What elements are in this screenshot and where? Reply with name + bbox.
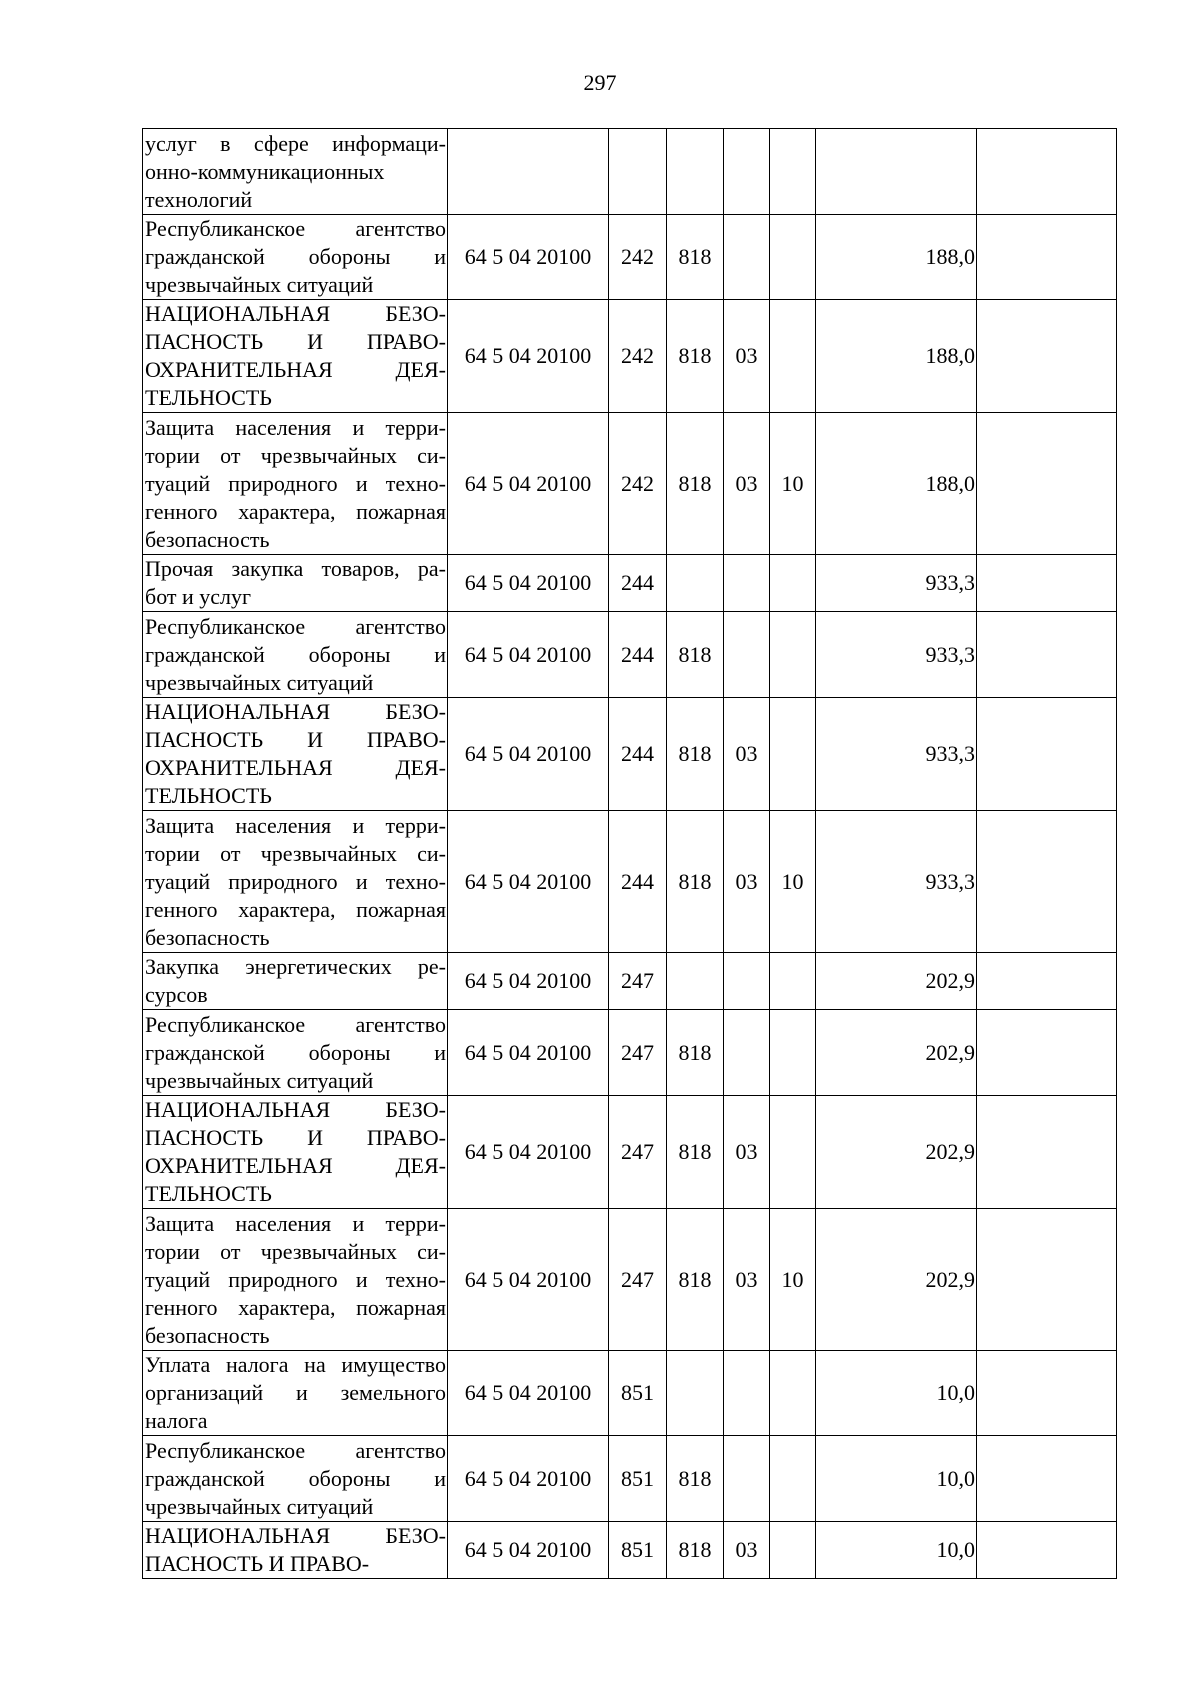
- name-line: организаций и земельного: [145, 1380, 446, 1405]
- cell-section: [724, 215, 770, 300]
- cell-amount: 933,3: [816, 698, 977, 811]
- cell-amount: 933,3: [816, 555, 977, 612]
- name-line: безопасность: [145, 1322, 270, 1348]
- name-line: чрезвычайных ситуаций: [145, 272, 374, 297]
- cell-amount: 188,0: [816, 300, 977, 413]
- cell-subsection: [770, 300, 816, 413]
- cell-amount: 10,0: [816, 1436, 977, 1522]
- cell-target-code: 64 5 04 20100: [448, 1209, 609, 1351]
- cell-target-code: 64 5 04 20100: [448, 1010, 609, 1096]
- cell-blank: [977, 612, 1117, 698]
- cell-administrator: 818: [667, 1010, 724, 1096]
- cell-section: 03: [724, 300, 770, 413]
- name-line: Уплата налога на имущество: [145, 1352, 446, 1377]
- cell-subsection: [770, 1522, 816, 1579]
- name-line: безопасность: [145, 526, 270, 552]
- cell-name: [143, 612, 448, 698]
- cell-name: [143, 215, 448, 300]
- cell-blank: [977, 129, 1117, 215]
- cell-target-code: 64 5 04 20100: [448, 811, 609, 953]
- cell-name: [143, 698, 448, 811]
- cell-amount: 202,9: [816, 1010, 977, 1096]
- cell-expense-type: 851: [609, 1351, 667, 1436]
- cell-administrator: 818: [667, 612, 724, 698]
- name-line: бот и услуг: [145, 584, 252, 609]
- name-line: гражданской обороны и: [145, 641, 446, 667]
- table-row: [143, 698, 1117, 811]
- cell-target-code: 64 5 04 20100: [448, 1436, 609, 1522]
- cell-amount: 202,9: [816, 1209, 977, 1351]
- cell-blank: [977, 1096, 1117, 1209]
- cell-administrator: 818: [667, 1096, 724, 1209]
- cell-name: [143, 1010, 448, 1096]
- cell-section: [724, 612, 770, 698]
- cell-subsection: [770, 953, 816, 1010]
- name-line: чрезвычайных ситуаций: [145, 669, 374, 695]
- cell-blank: [977, 1010, 1117, 1096]
- cell-expense-type: [609, 129, 667, 215]
- cell-name: [143, 129, 448, 215]
- cell-name: [143, 1436, 448, 1522]
- cell-amount: 933,3: [816, 811, 977, 953]
- name-line: Защита населения и терри-: [145, 414, 446, 440]
- cell-administrator: 818: [667, 698, 724, 811]
- cell-name: [143, 413, 448, 555]
- name-line: технологий: [145, 186, 253, 212]
- name-line: ОХРАНИТЕЛЬНАЯ ДЕЯ-: [145, 1153, 446, 1178]
- cell-blank: [977, 698, 1117, 811]
- cell-expense-type: 242: [609, 300, 667, 413]
- cell-name: [143, 1351, 448, 1436]
- name-line: Республиканское агентство: [145, 1437, 446, 1463]
- cell-name: [143, 300, 448, 413]
- name-line: гражданской обороны и: [145, 244, 446, 269]
- cell-blank: [977, 1351, 1117, 1436]
- name-line: Республиканское агентство: [145, 613, 446, 639]
- cell-expense-type: 247: [609, 953, 667, 1010]
- table-row: [143, 300, 1117, 413]
- cell-amount: [816, 129, 977, 215]
- cell-expense-type: 244: [609, 698, 667, 811]
- name-line: тории от чрезвычайных си-: [145, 1238, 446, 1264]
- cell-blank: [977, 555, 1117, 612]
- name-line: гражданской обороны и: [145, 1039, 446, 1065]
- cell-subsection: [770, 1010, 816, 1096]
- cell-amount: 10,0: [816, 1351, 977, 1436]
- cell-blank: [977, 300, 1117, 413]
- cell-subsection: [770, 129, 816, 215]
- cell-target-code: 64 5 04 20100: [448, 1522, 609, 1579]
- cell-expense-type: 851: [609, 1436, 667, 1522]
- name-line: туаций природного и техно-: [145, 1266, 446, 1292]
- cell-administrator: [667, 555, 724, 612]
- name-line: НАЦИОНАЛЬНАЯ БЕЗО-: [145, 699, 446, 724]
- table-row: [143, 811, 1117, 953]
- name-line: Республиканское агентство: [145, 216, 446, 241]
- cell-name: [143, 953, 448, 1010]
- cell-section: [724, 129, 770, 215]
- cell-expense-type: 247: [609, 1209, 667, 1351]
- cell-target-code: 64 5 04 20100: [448, 1096, 609, 1209]
- cell-subsection: [770, 698, 816, 811]
- page-number: 297: [583, 70, 617, 95]
- cell-section: [724, 1010, 770, 1096]
- cell-blank: [977, 1436, 1117, 1522]
- cell-section: [724, 555, 770, 612]
- cell-amount: 202,9: [816, 953, 977, 1010]
- name-line: чрезвычайных ситуаций: [145, 1493, 374, 1519]
- cell-expense-type: 247: [609, 1096, 667, 1209]
- cell-target-code: 64 5 04 20100: [448, 698, 609, 811]
- table-row: [143, 1351, 1117, 1436]
- cell-amount: 202,9: [816, 1096, 977, 1209]
- name-line: сурсов: [145, 982, 208, 1007]
- cell-administrator: 818: [667, 413, 724, 555]
- name-line: онно-коммуникационных: [145, 158, 385, 184]
- cell-subsection: [770, 215, 816, 300]
- cell-administrator: 818: [667, 215, 724, 300]
- name-line: Закупка энергетических ре-: [145, 954, 446, 979]
- cell-name: [143, 555, 448, 612]
- cell-expense-type: 244: [609, 811, 667, 953]
- table-row: [143, 1010, 1117, 1096]
- cell-administrator: 818: [667, 1436, 724, 1522]
- cell-subsection: 10: [770, 811, 816, 953]
- table-row: [143, 1209, 1117, 1351]
- name-line: ТЕЛЬНОСТЬ: [145, 385, 272, 410]
- name-line: услуг в сфере информаци-: [145, 130, 446, 156]
- table-row: [143, 1436, 1117, 1522]
- cell-subsection: [770, 1096, 816, 1209]
- cell-administrator: [667, 129, 724, 215]
- cell-administrator: [667, 1351, 724, 1436]
- cell-name: [143, 1096, 448, 1209]
- cell-target-code: [448, 129, 609, 215]
- cell-subsection: [770, 612, 816, 698]
- cell-section: 03: [724, 1096, 770, 1209]
- cell-target-code: 64 5 04 20100: [448, 413, 609, 555]
- cell-section: 03: [724, 413, 770, 555]
- cell-section: 03: [724, 1209, 770, 1351]
- cell-target-code: 64 5 04 20100: [448, 300, 609, 413]
- cell-administrator: 818: [667, 300, 724, 413]
- cell-administrator: 818: [667, 1209, 724, 1351]
- name-line: Прочая закупка товаров, ра-: [145, 556, 446, 581]
- cell-target-code: 64 5 04 20100: [448, 1351, 609, 1436]
- name-line: ПАСНОСТЬ И ПРАВО-: [145, 1551, 370, 1576]
- cell-section: [724, 953, 770, 1010]
- cell-expense-type: 244: [609, 555, 667, 612]
- cell-section: [724, 1351, 770, 1436]
- cell-subsection: [770, 1436, 816, 1522]
- table-row: [143, 129, 1117, 215]
- cell-target-code: 64 5 04 20100: [448, 953, 609, 1010]
- cell-subsection: 10: [770, 413, 816, 555]
- cell-administrator: 818: [667, 1522, 724, 1579]
- name-line: ОХРАНИТЕЛЬНАЯ ДЕЯ-: [145, 357, 446, 382]
- cell-amount: 188,0: [816, 215, 977, 300]
- name-line: ПАСНОСТЬ И ПРАВО-: [145, 727, 446, 752]
- table-row: [143, 1522, 1117, 1579]
- name-line: Защита населения и терри-: [145, 1210, 446, 1236]
- name-line: ПАСНОСТЬ И ПРАВО-: [145, 1125, 446, 1150]
- cell-subsection: 10: [770, 1209, 816, 1351]
- cell-blank: [977, 413, 1117, 555]
- cell-blank: [977, 1522, 1117, 1579]
- table-row: [143, 953, 1117, 1010]
- cell-section: [724, 1436, 770, 1522]
- cell-section: 03: [724, 811, 770, 953]
- name-line: туаций природного и техно-: [145, 470, 446, 496]
- cell-name: [143, 1522, 448, 1579]
- cell-blank: [977, 811, 1117, 953]
- cell-blank: [977, 953, 1117, 1010]
- table-row: [143, 555, 1117, 612]
- name-line: безопасность: [145, 924, 270, 950]
- name-line: налога: [145, 1408, 208, 1433]
- name-line: чрезвычайных ситуаций: [145, 1067, 374, 1093]
- table-row: [143, 215, 1117, 300]
- budget-table: [142, 128, 1117, 1579]
- cell-expense-type: 244: [609, 612, 667, 698]
- name-line: тории от чрезвычайных си-: [145, 442, 446, 468]
- name-line: НАЦИОНАЛЬНАЯ БЕЗО-: [145, 1523, 446, 1548]
- cell-target-code: 64 5 04 20100: [448, 555, 609, 612]
- name-line: Защита населения и терри-: [145, 812, 446, 838]
- name-line: НАЦИОНАЛЬНАЯ БЕЗО-: [145, 1097, 446, 1122]
- cell-section: 03: [724, 698, 770, 811]
- cell-amount: 10,0: [816, 1522, 977, 1579]
- cell-expense-type: 242: [609, 413, 667, 555]
- cell-section: 03: [724, 1522, 770, 1579]
- cell-subsection: [770, 1351, 816, 1436]
- cell-name: [143, 811, 448, 953]
- cell-amount: 933,3: [816, 612, 977, 698]
- name-line: ПАСНОСТЬ И ПРАВО-: [145, 329, 446, 354]
- name-line: ТЕЛЬНОСТЬ: [145, 1181, 272, 1206]
- name-line: НАЦИОНАЛЬНАЯ БЕЗО-: [145, 301, 446, 326]
- name-line: ТЕЛЬНОСТЬ: [145, 783, 272, 808]
- name-line: туаций природного и техно-: [145, 868, 446, 894]
- table-body: [143, 129, 1117, 1579]
- name-line: генного характера, пожарная: [145, 896, 446, 922]
- table-row: [143, 1096, 1117, 1209]
- cell-expense-type: 242: [609, 215, 667, 300]
- cell-administrator: 818: [667, 811, 724, 953]
- cell-expense-type: 247: [609, 1010, 667, 1096]
- cell-expense-type: 851: [609, 1522, 667, 1579]
- cell-target-code: 64 5 04 20100: [448, 612, 609, 698]
- table-row: [143, 612, 1117, 698]
- table-row: [143, 413, 1117, 555]
- cell-blank: [977, 215, 1117, 300]
- name-line: Республиканское агентство: [145, 1011, 446, 1037]
- cell-blank: [977, 1209, 1117, 1351]
- name-line: ОХРАНИТЕЛЬНАЯ ДЕЯ-: [145, 755, 446, 780]
- name-line: тории от чрезвычайных си-: [145, 840, 446, 866]
- name-line: генного характера, пожарная: [145, 1294, 446, 1320]
- name-line: гражданской обороны и: [145, 1465, 446, 1491]
- cell-name: [143, 1209, 448, 1351]
- cell-target-code: 64 5 04 20100: [448, 215, 609, 300]
- cell-amount: 188,0: [816, 413, 977, 555]
- cell-administrator: [667, 953, 724, 1010]
- name-line: генного характера, пожарная: [145, 498, 446, 524]
- cell-subsection: [770, 555, 816, 612]
